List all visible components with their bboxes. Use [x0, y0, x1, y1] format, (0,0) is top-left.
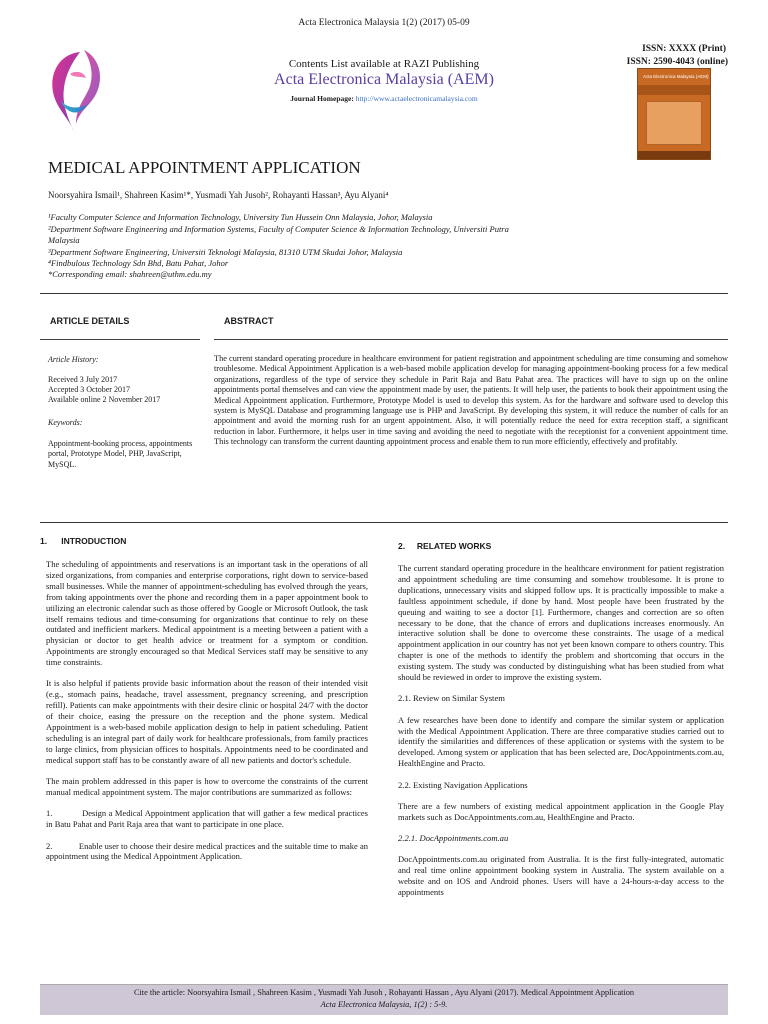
contribution-item-1: 1. Design a Medical Appointment application that will gather a few medical practices in Batu Pahat and Parit Raja area that want to participate in one place. — [46, 808, 368, 830]
keywords-text: Appointment-booking process, appointments portal, Prototype Model, PHP, JavaScript, MySQL. — [48, 439, 193, 469]
intro-paragraph-2: It is also helpful if patients provide basic information about the reason of their intended visit (e.g., stomach pains, headache, travel assessment, pregnancy screening, and prescription refill). Patients can make appointments with their desire clinic or hospital 24/7 with the doctor of their choice, easing the pressure on the reception and the phone system. Medical Appointment is a web-based mobile application design to help in patient scheduling. Patient scheduling is an integral part of daily work for healthcare professionals, from family practices to large clinics, from physician offices to hospitals. Appointments need to be coordinated and medical support staff has to be constantly aware of all new patients and doctor's schedule. — [46, 678, 368, 765]
affiliation-2-cont: Malaysia — [48, 235, 80, 245]
right-column-body — [398, 563, 724, 908]
affiliation-3: ³Department Software Engineering, Universiti Teknologi Malaysia, 81310 UTM Skudai Johor, Malaysia — [48, 247, 403, 257]
issn-print: ISSN: XXXX (Print) — [642, 44, 726, 54]
received-date: Received 3 July 2017 — [48, 375, 118, 384]
abstract-text: The current standard operating procedure in healthcare environment for patient registration and appointment scheduling are time consuming and somehow troublesome. Medical Appointment Application is a web-based mobile application develop for managing appointment-booking process for a few medical organizations, regardless of the type of service they schedule in Parit Raja and Batu Pahat area. The practices will have to sign up on the online appointments portal themselves and can view the appointment made by user, the patients. It will help user, the patients to book their appointment using the Medical Appointment application. Furthermore, Prototype Model is used to develop this system. As for the hardware and software used to develop this system is MySQL Database and programming language use is PHP and JavaScript. By developing this system, it will reduce the number of calls for an appointment and avoid the morning rush for an urgent appointment. Also, it will potentially reduce the need for extra reception staff, a significant reduction in labor. Furthermore, it helps user in time saving and avoiding the need to negotiate with the receptionist for a convenient appointment time. This technology can transform the current daunting appointment process and enable them to run more efficiently, effectively and profitably. — [214, 354, 728, 447]
article-details-heading: ARTICLE DETAILS — [50, 316, 130, 326]
subsection-2-2-heading: 2.2. Existing Navigation Applications — [398, 779, 528, 790]
related-paragraph-4: DocAppointments.com.au originated from Australia. It is the first fully-integrated, automatic and real time online appointment booking system in Australia. The system available on a website and on IOS and Android phones. Users will have a 24-hours-a-day access to the appointments — [398, 854, 724, 898]
contribution-item-2: 2. Enable user to choose their desire medical practices and the suitable time to make an appointment using the Medical Appointment Application. — [46, 840, 368, 862]
running-header: Acta Electronica Malaysia 1(2) (2017) 05-09 — [298, 18, 470, 28]
journal-name: Acta Electronica Malaysia (AEM) — [274, 71, 494, 88]
citation-footer — [40, 984, 728, 1015]
subsection-2-1-heading: 2.1. Review on Similar System — [398, 693, 505, 704]
contents-line: Contents List available at RAZI Publishing — [288, 58, 480, 70]
section-related-works-heading: 2. RELATED WORKS — [398, 541, 492, 551]
cover-band — [638, 85, 710, 95]
details-underline — [40, 339, 200, 340]
homepage-label: Journal Homepage: — [290, 94, 354, 103]
affiliation-4: ⁴Findbulous Technology Sdn Bhd, Batu Pahat, Johor — [48, 258, 229, 268]
section-introduction-heading: 1. INTRODUCTION — [40, 536, 127, 546]
keywords-label: Keywords: — [48, 418, 83, 427]
left-column-body — [46, 559, 368, 873]
intro-paragraph-1: The scheduling of appointments and reservations is an important task in the operations of all sized organizations, from companies and enterprise corporations, right down to service-based small businesses. While the manner of appointment-scheduling has evolved through the years, from taking appointments over the phone and recording them in a paper appointment book to utilizing an electronic calendar such as those offered by Google or Microsoft Outlook, the task itself remains tedious and time-consuming for organizations that continue to rely on these outdated and inefficient markers. Medical appointment is a meeting between a patient with a physician or doctor to get health advice or treatment for a symptom or condition. Appointments are strongly encouraged so that Medical Services staff may be sensitive to any time constraints. — [46, 559, 368, 668]
abstract-heading: ABSTRACT — [224, 316, 274, 326]
accepted-date: Accepted 3 October 2017 — [48, 385, 130, 394]
citation-line-2: Acta Electronica Malaysia, 1(2) : 5-9. — [320, 1000, 448, 1009]
intro-paragraph-3: The main problem addressed in this paper is how to overcome the constraints of the current manual medical appointment system. The major contributions are summarized as follows: — [46, 776, 368, 797]
paper-title: MEDICAL APPOINTMENT APPLICATION — [48, 158, 361, 177]
available-date: Available online 2 November 2017 — [48, 395, 161, 404]
divider-top — [40, 293, 728, 294]
history-label: Article History: — [48, 355, 99, 364]
related-paragraph-3: There are a few numbers of existing medical appointment application in the Google Play markets such as DocAppointments.com.au, HealthEngine and Practo. — [398, 800, 724, 822]
journal-cover-image — [637, 68, 711, 160]
abstract-underline — [214, 339, 728, 340]
affiliation-1: ¹Faculty Computer Science and Information Technology, University Tun Hussein Onn Malaysia, Johor, Malaysia — [48, 212, 433, 222]
corresponding-email: *Corresponding email: shahreen@uthm.edu.my — [48, 269, 212, 279]
homepage-link[interactable]: http://www.actaelectronicamalaysia.com — [355, 94, 478, 103]
cover-illustration — [646, 101, 702, 145]
cover-footer — [638, 151, 710, 159]
related-paragraph-1: The current standard operating procedure in the healthcare environment for patient registration and appointment scheduling are time consuming and somehow troublesome. It is prone to duplications, unnecessary visits and skipped follow ups. It is practically impossible to make a faultless appointment schedule, if done by hand. Most people have been frustrated by the queuing and waiting to see a doctor [1]. Furthermore, changes and correction are so often necessary to be done, that the chance of errors and duplications increases enormously. An interactive solution shall be done to overcome these constraints. The usage of a medical appointment application in our country has not yet been known compare to others country. This chapter is one of the methods to identify the problem and shortcoming that occurs in the existing system. The study was conducted by distinguishing what has been studied from what should be reviewed in order to improve the existing system. — [398, 563, 724, 683]
divider-body — [40, 522, 728, 523]
subsection-2-2-1-heading: 2.2.1. DocAppointments.com.au — [398, 833, 509, 844]
author-list: Noorsyahira Ismail¹, Shahreen Kasim¹*, Yusmadi Yah Jusoh², Rohayanti Hassan³, Ayu Alyani⁴ — [48, 190, 389, 200]
related-paragraph-2: A few researches have been done to identify and compare the similar system or application with the Medical Appointment Application. There are three comparative studies carried out to identify the similarities and differences of these application or systems with the system to be developed. Among system or application that has been selected are, DocAppointments.com.au, HealthEngine and Practo. — [398, 714, 724, 769]
citation-line-1: Cite the article: Noorsyahira Ismail , Shahreen Kasim , Yusmadi Yah Jusoh , Rohayanti Hassan , Ayu Alyani (2017). Medical Appointment Application — [133, 988, 635, 997]
issn-online: ISSN: 2590-4043 (online) — [626, 57, 728, 67]
cover-title: Acta Electronica Malaysia (AEM) — [643, 74, 709, 79]
affiliation-2: ²Department Software Engineering and Information Systems, Faculty of Computer Science & Information Technology, Universiti Putra — [48, 224, 509, 234]
